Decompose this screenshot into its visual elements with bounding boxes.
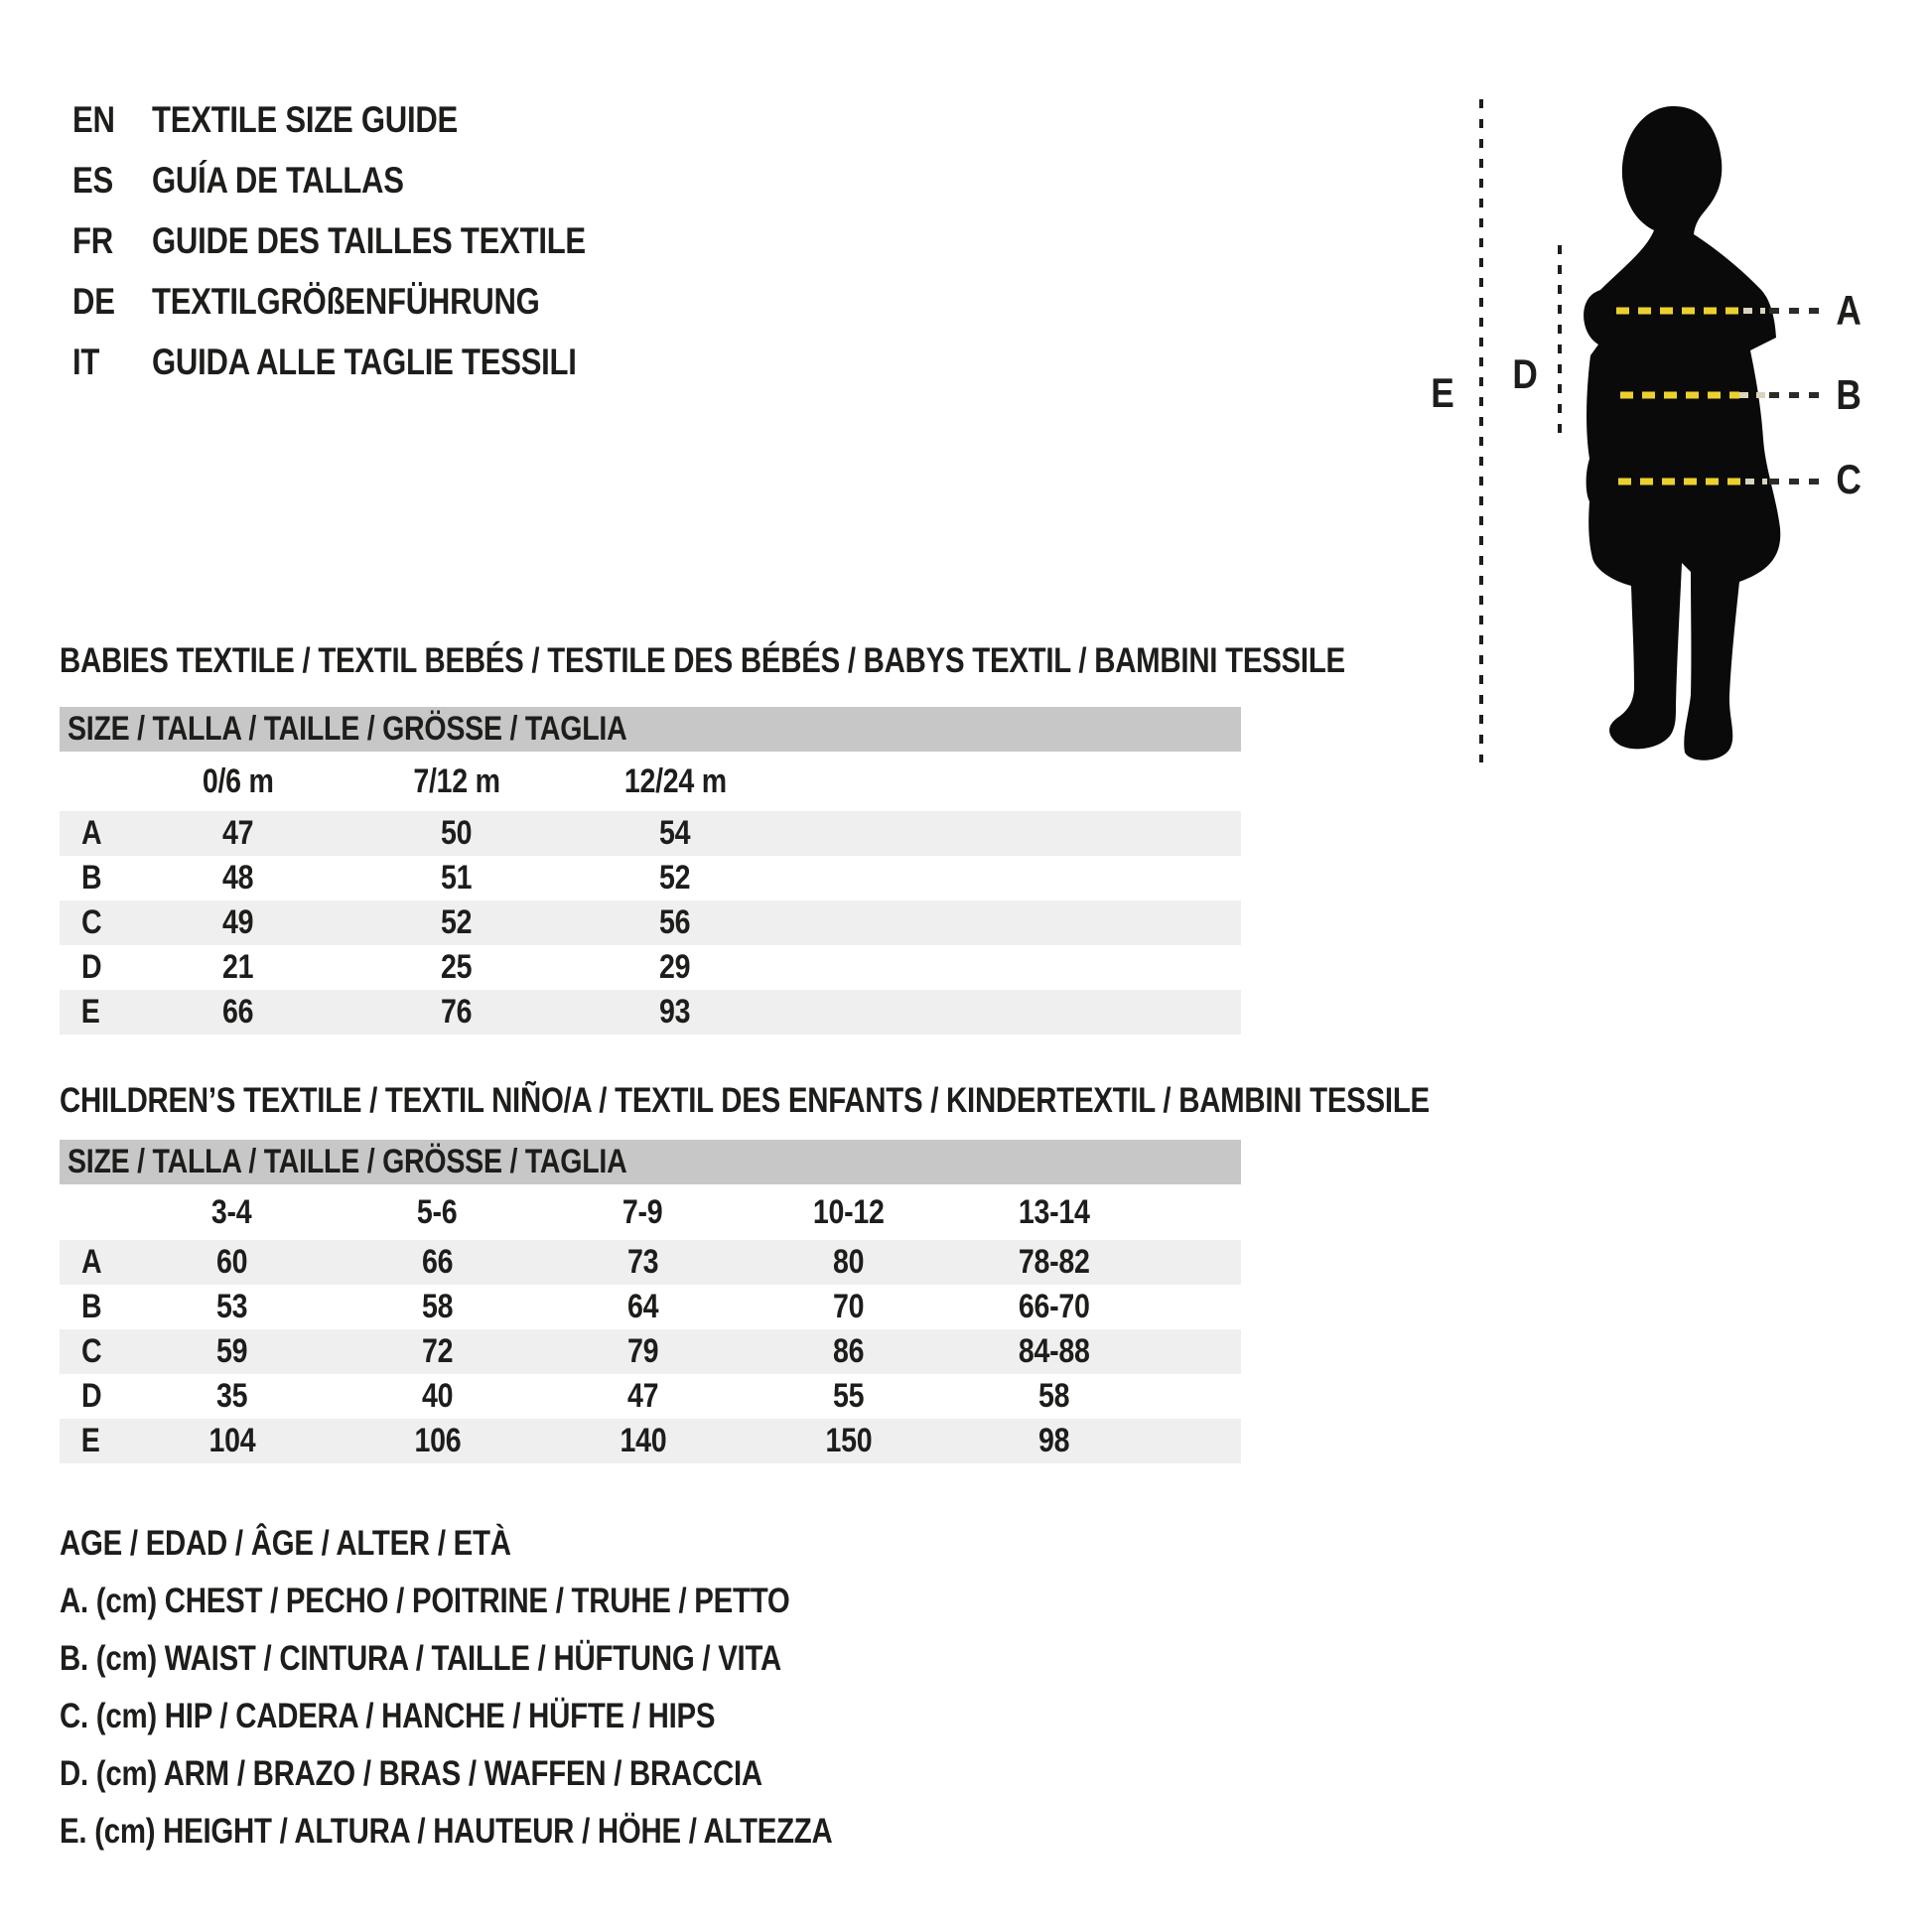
table-header-row [60, 1184, 1241, 1240]
cell-value-text: 66-70 [1018, 1288, 1090, 1325]
diagram-label-waist-b [1819, 371, 1878, 418]
diagram-label-hip-c [1819, 456, 1878, 502]
cell-value [951, 1288, 1157, 1326]
cell-value-text: 40 [421, 1377, 454, 1415]
diagram-label-e-text: E [1431, 369, 1454, 416]
cell-value-text: 25 [441, 948, 473, 986]
cell-value [335, 1377, 540, 1416]
legend-line-text: C. (cm) HIP / CADERA / HANCHE / HÜFTE / HIPS [60, 1697, 716, 1735]
row-label-text: B [80, 1288, 102, 1325]
language-code [72, 99, 152, 141]
child-silhouette [1584, 106, 1780, 760]
diagram-label-arm-d [1495, 350, 1555, 397]
cell-value [129, 993, 347, 1032]
cell-value [746, 1377, 951, 1416]
diagram-label-a-text: A [1836, 287, 1862, 334]
language-title [152, 160, 452, 202]
row-label-text: D [80, 948, 102, 986]
cell-value [951, 1243, 1157, 1282]
language-title-text: TEXTILGRÖßENFÜHRUNG [152, 280, 540, 322]
legend-line [60, 1573, 980, 1630]
cell-value [129, 1422, 335, 1460]
cell-value-text: 29 [659, 948, 691, 986]
children-size-table [60, 1140, 1241, 1463]
cell-value [540, 1422, 746, 1460]
table-row [60, 990, 1241, 1035]
diagram-label-chest-a [1819, 287, 1878, 334]
cell-value-text: 86 [832, 1332, 865, 1370]
cell-value [951, 1332, 1157, 1371]
row-label [60, 903, 129, 942]
language-title-text: GUIDE DES TAILLES TEXTILE [152, 219, 586, 261]
language-code-text: DE [72, 280, 115, 322]
legend-line [60, 1515, 980, 1573]
column-header-text: 7/12 m [413, 761, 500, 800]
table-row [60, 1374, 1241, 1419]
language-code-text: FR [72, 219, 113, 261]
row-label-text: E [80, 1422, 100, 1459]
language-row [72, 150, 668, 210]
legend-line [60, 1688, 980, 1745]
cell-value-text: 58 [1037, 1377, 1070, 1415]
cell-value-text: 93 [659, 993, 691, 1031]
cell-value [347, 993, 566, 1032]
language-code [72, 160, 152, 202]
cell-value [335, 1288, 540, 1326]
cell-value-text: 80 [832, 1243, 865, 1281]
cell-value [335, 1422, 540, 1460]
legend-line-text: AGE / EDAD / ÂGE / ALTER / ETÀ [60, 1524, 511, 1563]
row-label [60, 993, 129, 1032]
language-title-text: GUIDA ALLE TAGLIE TESSILI [152, 341, 577, 382]
table-row [60, 945, 1241, 990]
row-label [60, 948, 129, 987]
cell-value [129, 1332, 335, 1371]
column-header [129, 762, 347, 801]
size-header-band [60, 1140, 1241, 1184]
table-row [60, 900, 1241, 945]
cell-value-text: 66 [222, 993, 254, 1031]
cell-value-text: 66 [421, 1243, 454, 1281]
legend-line-text: D. (cm) ARM / BRAZO / BRAS / WAFFEN / BRACCIA [60, 1754, 762, 1793]
babies-section-title-text: BABIES TEXTILE / TEXTIL BEBÉS / TESTILE DES BÉBÉS / BABYS TEXTIL / BAMBINI TESSILE [60, 641, 1345, 680]
column-header [129, 1193, 335, 1232]
column-header-text: 13-14 [1018, 1192, 1090, 1231]
cell-value [951, 1377, 1157, 1416]
row-label-text: B [80, 859, 102, 897]
diagram-label-height-e [1413, 369, 1472, 416]
cell-value [129, 859, 347, 897]
cell-value-text: 98 [1037, 1422, 1070, 1459]
table-header-row [60, 752, 1241, 811]
legend-line-text: E. (cm) HEIGHT / ALTURA / HAUTEUR / HÖHE / ALTEZZA [60, 1812, 833, 1851]
cell-value [566, 814, 784, 853]
cell-value [129, 903, 347, 942]
language-code-text: EN [72, 98, 115, 140]
cell-value [129, 1288, 335, 1326]
language-title-text: TEXTILE SIZE GUIDE [152, 98, 459, 140]
column-header [347, 762, 566, 801]
cell-value-text: 60 [215, 1243, 248, 1281]
cell-value [129, 1243, 335, 1282]
cell-value-text: 106 [414, 1422, 461, 1459]
legend-line [60, 1803, 980, 1861]
diagram-label-b-text: B [1836, 371, 1862, 418]
column-header [951, 1193, 1157, 1232]
cell-value-text: 59 [215, 1332, 248, 1370]
row-label [60, 814, 129, 853]
legend-line [60, 1745, 980, 1803]
language-code [72, 342, 152, 383]
cell-value [951, 1422, 1157, 1460]
column-header-text: 12/24 m [623, 761, 727, 800]
cell-value-text: 64 [626, 1288, 659, 1325]
table-row [60, 1419, 1241, 1463]
language-list [72, 89, 668, 392]
cell-value-text: 104 [208, 1422, 255, 1459]
row-label [60, 1377, 129, 1416]
cell-value [566, 903, 784, 942]
cell-value [347, 814, 566, 853]
size-header-band [60, 707, 1241, 752]
cell-value [746, 1422, 951, 1460]
language-title [152, 281, 614, 323]
cell-value-text: 84-88 [1018, 1332, 1090, 1370]
cell-value [746, 1332, 951, 1371]
language-row [72, 210, 668, 271]
cell-value-text: 51 [441, 859, 473, 897]
row-label [60, 1332, 129, 1371]
language-title [152, 99, 516, 141]
cell-value-text: 76 [441, 993, 473, 1031]
cell-value [566, 948, 784, 987]
cell-value-text: 150 [825, 1422, 872, 1459]
cell-value [566, 859, 784, 897]
children-section-title-text: CHILDREN’S TEXTILE / TEXTIL NIÑO/A / TEXTIL DES ENFANTS / KINDERTEXTIL / BAMBINI TESSILE [60, 1081, 1430, 1120]
cell-value-text: 52 [659, 859, 691, 897]
table-row [60, 1240, 1241, 1285]
table-row [60, 1285, 1241, 1329]
row-label [60, 1288, 129, 1326]
babies-size-table [60, 707, 1241, 1035]
cell-value [335, 1332, 540, 1371]
diagram-label-d-text: D [1512, 350, 1538, 397]
cell-value-text: 72 [421, 1332, 454, 1370]
child-silhouette-diagram [1390, 79, 1932, 794]
row-label [60, 859, 129, 897]
column-header [335, 1193, 540, 1232]
measurement-legend [60, 1515, 980, 1861]
row-label-text: D [80, 1377, 102, 1415]
cell-value [540, 1243, 746, 1282]
cell-value-text: 56 [659, 903, 691, 941]
language-title-text: GUÍA DE TALLAS [152, 159, 404, 201]
language-title [152, 342, 657, 383]
row-label [60, 1243, 129, 1282]
legend-line [60, 1630, 980, 1688]
row-label-text: C [80, 903, 102, 941]
cell-value-text: 47 [626, 1377, 659, 1415]
size-header-text: SIZE / TALLA / TAILLE / GRÖSSE / TAGLIA [68, 1143, 627, 1180]
cell-value [347, 903, 566, 942]
language-title [152, 220, 668, 262]
cell-value [129, 1377, 335, 1416]
cell-value [540, 1332, 746, 1371]
cell-value [335, 1243, 540, 1282]
row-label-text: A [80, 1243, 102, 1281]
cell-value [540, 1288, 746, 1326]
language-row [72, 332, 668, 392]
row-label-text: E [80, 993, 100, 1031]
column-header-text: 10-12 [812, 1192, 885, 1231]
table-row [60, 811, 1241, 856]
row-label [60, 1422, 129, 1460]
language-code [72, 220, 152, 262]
cell-value-text: 58 [421, 1288, 454, 1325]
row-label-text: C [80, 1332, 102, 1370]
column-header [566, 762, 784, 801]
cell-value-text: 55 [832, 1377, 865, 1415]
cell-value-text: 78-82 [1018, 1243, 1090, 1281]
babies-section-title [60, 641, 1590, 681]
column-header [746, 1193, 951, 1232]
column-header-text: 3-4 [211, 1192, 252, 1231]
cell-value-text: 73 [626, 1243, 659, 1281]
language-code-text: IT [72, 341, 100, 382]
cell-value [566, 993, 784, 1032]
cell-value-text: 53 [215, 1288, 248, 1325]
column-header-text: 0/6 m [203, 761, 274, 800]
language-code-text: ES [72, 159, 113, 201]
cell-value-text: 47 [222, 814, 254, 852]
size-header-text: SIZE / TALLA / TAILLE / GRÖSSE / TAGLIA [68, 710, 627, 748]
language-code [72, 281, 152, 323]
legend-line-text: B. (cm) WAIST / CINTURA / TAILLE / HÜFTUNG / VITA [60, 1639, 781, 1678]
cell-value [129, 814, 347, 853]
column-header-text: 5-6 [417, 1192, 458, 1231]
legend-line-text: A. (cm) CHEST / PECHO / POITRINE / TRUHE / PETTO [60, 1582, 790, 1620]
cell-value [347, 948, 566, 987]
cell-value-text: 70 [832, 1288, 865, 1325]
cell-value-text: 35 [215, 1377, 248, 1415]
children-section-title [60, 1081, 1691, 1121]
table-row [60, 856, 1241, 900]
cell-value-text: 48 [222, 859, 254, 897]
cell-value-text: 50 [441, 814, 473, 852]
cell-value-text: 79 [626, 1332, 659, 1370]
cell-value-text: 52 [441, 903, 473, 941]
cell-value-text: 54 [659, 814, 691, 852]
cell-value [746, 1288, 951, 1326]
language-row [72, 89, 668, 150]
cell-value [347, 859, 566, 897]
cell-value-text: 21 [222, 948, 254, 986]
cell-value [129, 948, 347, 987]
column-header [540, 1193, 746, 1232]
column-header-text: 7-9 [622, 1192, 663, 1231]
cell-value-text: 49 [222, 903, 254, 941]
diagram-label-c-text: C [1836, 456, 1862, 502]
cell-value [540, 1377, 746, 1416]
row-label-text: A [80, 814, 102, 852]
cell-value-text: 140 [620, 1422, 666, 1459]
language-row [72, 271, 668, 332]
table-row [60, 1329, 1241, 1374]
cell-value [746, 1243, 951, 1282]
